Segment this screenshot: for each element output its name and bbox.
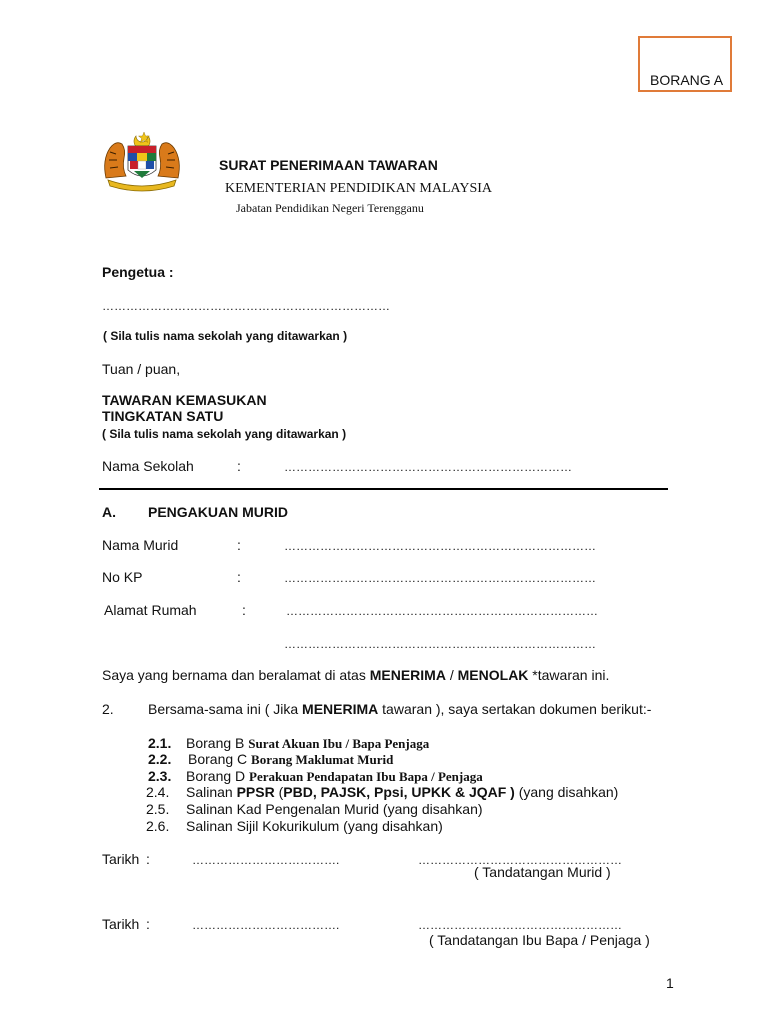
student-date-dots: ………………………………. xyxy=(192,853,340,867)
ic-number-dots: …………………………………………………………………… xyxy=(284,571,596,585)
parent-date-dots: ………………………………. xyxy=(192,918,340,932)
point-2-number: 2. xyxy=(102,701,114,717)
section-a-letter: A. xyxy=(102,504,116,520)
offer-heading-2: TINGKATAN SATU xyxy=(102,408,224,424)
student-signature-caption: ( Tandatangan Murid ) xyxy=(474,864,611,880)
school-dots: ……………………………………………………………… xyxy=(284,460,572,474)
doc-2-2-number: 2.2. xyxy=(148,751,172,767)
section-a-title: PENGAKUAN MURID xyxy=(148,504,288,520)
ic-number-label: No KP xyxy=(102,569,143,585)
ic-number-colon: : xyxy=(237,569,241,585)
offer-note: ( Sila tulis nama sekolah yang ditawarkan ) xyxy=(102,427,347,441)
student-name-dots: …………………………………………………………………… xyxy=(284,539,596,553)
principal-dots: ……………………………………………………………… xyxy=(102,299,390,313)
address-colon: : xyxy=(242,602,246,618)
student-date-colon: : xyxy=(146,851,150,867)
point-2-text: Bersama-sama ini ( Jika MENERIMA tawaran ), saya sertakan dokumen berikut:- xyxy=(148,701,652,717)
student-date-label: Tarikh xyxy=(102,851,140,867)
doc-2-1-text: Borang B Surat Akuan Ibu / Bapa Penjaga xyxy=(186,735,430,751)
student-signature-dots: …………………………………………… xyxy=(418,853,622,867)
parent-signature-caption: ( Tandatangan Ibu Bapa / Penjaga ) xyxy=(429,932,650,948)
school-label: Nama Sekolah xyxy=(102,458,194,474)
doc-2-3-text: Borang D Perakuan Pendapatan Ibu Bapa / Penjaga xyxy=(186,768,483,784)
page-number: 1 xyxy=(666,975,674,991)
parent-date-label: Tarikh xyxy=(102,916,140,932)
school-name-note: ( Sila tulis nama sekolah yang ditawarkan ) xyxy=(103,329,348,343)
borang-label: BORANG A xyxy=(650,72,724,88)
doc-2-5-number: 2.5. xyxy=(146,801,170,817)
department-name: Jabatan Pendidikan Negeri Terengganu xyxy=(236,201,424,215)
address-dots: …………………………………………………………………… xyxy=(286,604,598,618)
doc-2-6-number: 2.6. xyxy=(146,818,170,834)
acceptance-statement: Saya yang bernama dan beralamat di atas MENERIMA / MENOLAK *tawaran ini. xyxy=(102,667,610,683)
reject-word: MENOLAK xyxy=(457,667,529,683)
offer-heading-1: TAWARAN KEMASUKAN xyxy=(102,392,267,408)
parent-signature-dots: …………………………………………… xyxy=(418,918,622,932)
doc-2-2-text: Borang C Borang Maklumat Murid xyxy=(188,751,394,767)
ministry-name: KEMENTERIAN PENDIDIKAN MALAYSIA xyxy=(225,181,493,196)
coat-of-arms-logo xyxy=(100,130,184,192)
greeting: Tuan / puan, xyxy=(102,361,181,377)
horizontal-divider xyxy=(99,488,668,490)
accept-word: MENERIMA xyxy=(369,667,446,683)
letter-title: SURAT PENERIMAAN TAWARAN xyxy=(219,157,438,173)
principal-label: Pengetua : xyxy=(102,264,174,280)
doc-2-3-number: 2.3. xyxy=(148,768,172,784)
doc-2-4-text: Salinan PPSR (PBD, PAJSK, Ppsi, UPKK & JQAF ) (yang disahkan) xyxy=(186,784,619,800)
doc-2-5-text: Salinan Kad Pengenalan Murid (yang disahkan) xyxy=(186,801,483,817)
address-label: Alamat Rumah xyxy=(104,602,197,618)
parent-date-colon: : xyxy=(146,916,150,932)
doc-2-6-text: Salinan Sijil Kokurikulum (yang disahkan) xyxy=(186,818,443,834)
student-name-label: Nama Murid xyxy=(102,537,179,553)
school-colon: : xyxy=(237,458,241,474)
doc-2-1-number: 2.1. xyxy=(148,735,172,751)
address-dots-line-2: …………………………………………………………………… xyxy=(284,637,596,651)
student-name-colon: : xyxy=(237,537,241,553)
doc-2-4-number: 2.4. xyxy=(146,784,170,800)
